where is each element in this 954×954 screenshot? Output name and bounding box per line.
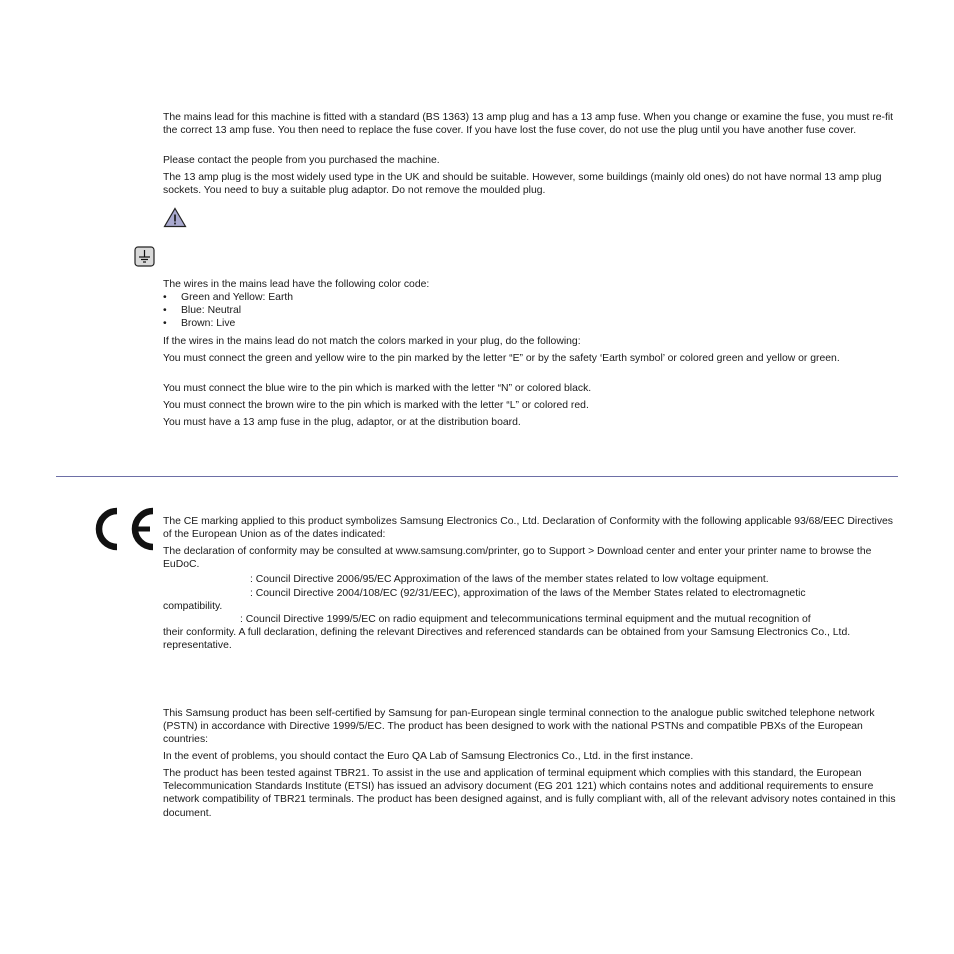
instruction-intro: If the wires in the mains lead do not match the colors marked in your plug, do the following: — [163, 336, 581, 347]
warning-triangle-icon — [163, 207, 187, 228]
wire-label: Blue: Neutral — [181, 305, 242, 316]
wires-intro: The wires in the mains lead have the following color code: — [163, 279, 430, 290]
bullet: • — [163, 305, 167, 316]
pstn-paragraph-contact: In the event of problems, you should contact the Euro QA Lab of Samsung Electronics Co., Ltd. in the first instance. — [163, 751, 694, 762]
bullet: • — [163, 318, 167, 329]
directive-rtte-continued: their conformity. A full declaration, defining the relevant Directives and referenced standards can be obtained from your Samsung Electronics Co., Ltd. representative. — [163, 627, 851, 652]
ce-paragraph-marking: The CE marking applied to this product symbolizes Samsung Electronics Co., Ltd. Declaration of Conformity with the following applicable 93/68/EEC Directives of the European Union as of the dates indicated: — [163, 516, 893, 541]
directive-emc-continued: compatibility. — [163, 601, 223, 612]
plug-paragraph-contact: Please contact the people from you purchased the machine. — [163, 155, 440, 166]
instruction-fuse: You must have a 13 amp fuse in the plug, adaptor, or at the distribution board. — [163, 417, 521, 428]
instruction-earth: You must connect the green and yellow wire to the pin marked by the letter “E” or by the safety ‘Earth symbol’ or colored green and yellow or green. — [163, 353, 840, 364]
wire-label: Brown: Live — [181, 318, 236, 329]
directive-rtte: : Council Directive 1999/5/EC on radio equipment and telecommunications terminal equipment and the mutual recognition of — [240, 614, 811, 625]
pstn-paragraph-tbr21: The product has been tested against TBR21. To assist in the use and application of terminal equipment which complies with this standard, the European Telecommunication Standards Institute (ETSI) has issued an advisory document (EG 201 121) which contains notes and additional requirements to ensure network compatibility of TBR21 terminals. The product has been designed against, and is fully compliant with, all of the relevant advisory notes contained in this document. — [163, 768, 896, 819]
bullet: • — [163, 292, 167, 303]
instruction-live: You must connect the brown wire to the pin which is marked with the letter “L” or colored red. — [163, 400, 589, 411]
earth-symbol-icon — [134, 246, 155, 267]
pstn-paragraph-certification: This Samsung product has been self-certified by Samsung for pan-European single terminal connection to the analogue public switched telephone network (PSTN) in accordance with Directive 1999/5/EC. The product has been designed to work with the national PSTNs and compatible PBXs of the European countries: — [163, 708, 875, 746]
directive-emc: : Council Directive 2004/108/EC (92/31/EEC), approximation of the laws of the Member States related to electromagnetic — [250, 588, 806, 599]
plug-paragraph-fuse: The mains lead for this machine is fitted with a standard (BS 1363) 13 amp plug and has a 13 amp fuse. When you change or examine the fuse, you must re-fit the correct 13 amp fuse. You then need to replace the fuse cover. If you have lost the fuse cover, do not use the plug until you have another fuse cover. — [163, 112, 894, 137]
section-divider — [56, 476, 898, 477]
instruction-neutral: You must connect the blue wire to the pin which is marked with the letter “N” or colored black. — [163, 383, 592, 394]
wire-label: Green and Yellow: Earth — [181, 292, 294, 303]
ce-mark-logo — [88, 506, 156, 552]
directive-low-voltage: : Council Directive 2006/95/EC Approximation of the laws of the member states related to low voltage equipment. — [250, 574, 769, 585]
plug-paragraph-13amp: The 13 amp plug is the most widely used type in the UK and should be suitable. However, some buildings (mainly old ones) do not have normal 13 amp plug sockets. You need to buy a suitable plug adaptor. Do not remove the moulded plug. — [163, 172, 882, 197]
ce-paragraph-declaration: The declaration of conformity may be consulted at www.samsung.com/printer, go to Support > Download center and enter your printer name to browse the EuDoC. — [163, 546, 872, 571]
